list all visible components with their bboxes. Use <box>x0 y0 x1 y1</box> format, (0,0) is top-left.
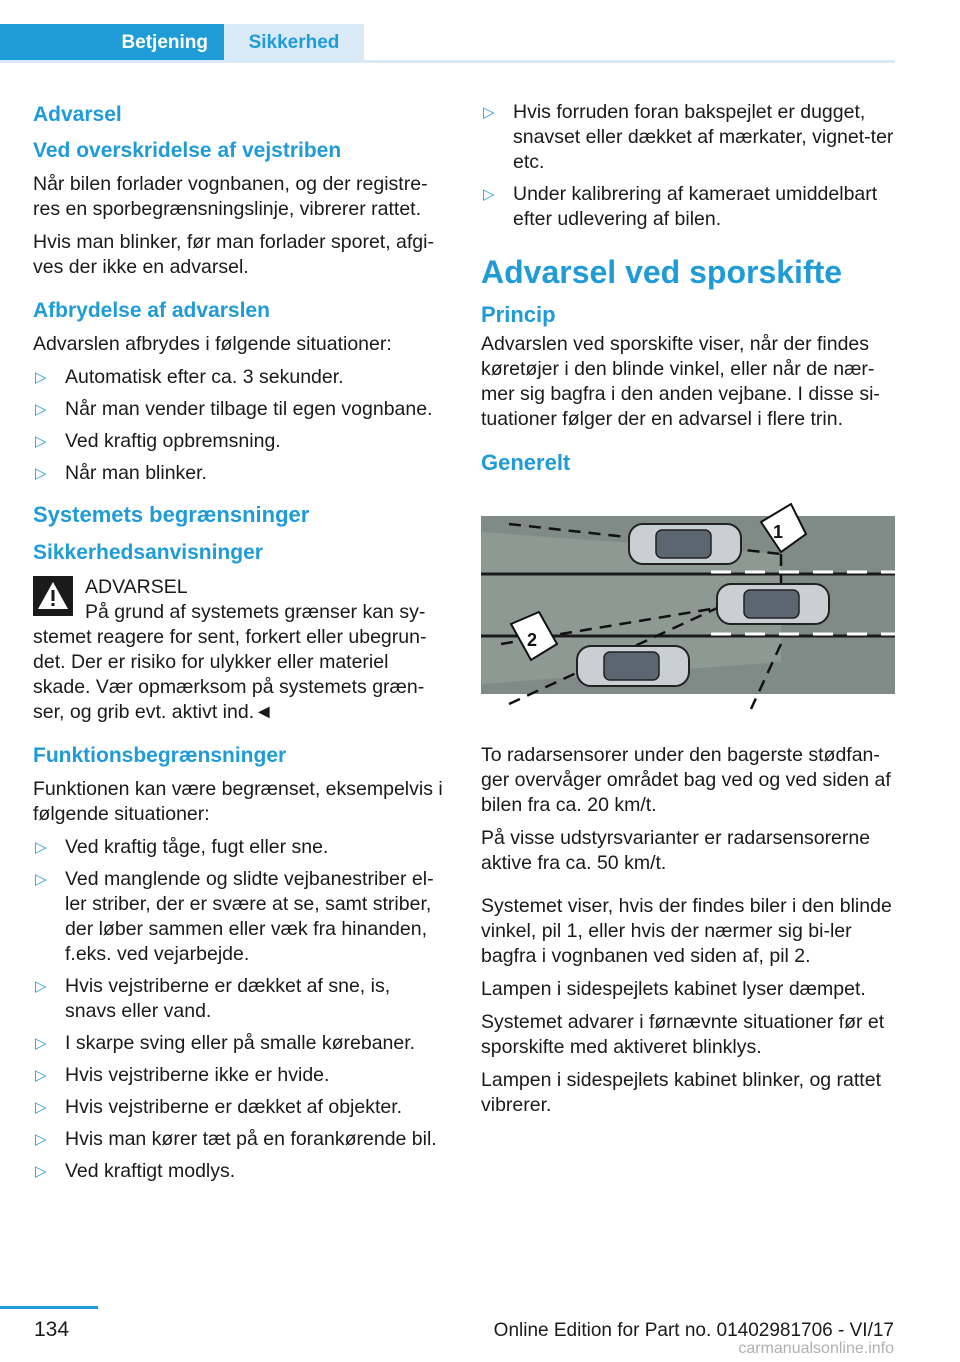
list-afbrydelse <box>33 365 445 486</box>
list-item-text: Ved manglende og slidte vejbanestriber el-ler striber, der er svære at se, samt striber, der løber sammen eller væk fra hinanden, f.eks. ved vejarbejde. <box>65 868 434 965</box>
list-item <box>33 1127 445 1152</box>
triangle-bullet-icon: ▷ <box>483 104 495 121</box>
paragraph-radar-1: To radarsensorer under den bagerste stødfan-ger overvåger området bag ved og ved siden af bilen fra ca. 20 km/t. <box>481 744 891 816</box>
header-tabs <box>0 24 895 62</box>
paragraph-system-3: Systemet advarer i førnævnte situationer før et sporskifte med aktiveret blinklys. <box>481 1011 885 1058</box>
heading-systemets: Systemets begrænsninger <box>33 502 310 527</box>
list-item-text: Ved kraftig opbremsning. <box>65 430 281 452</box>
paragraph-overskridelse-1: Når bilen forlader vognbanen, og der registre-res en sporbegrænsningslinje, vibrerer rattet. <box>33 173 428 220</box>
heading-advarsel: Advarsel <box>33 103 122 126</box>
watermark: carmanualsonline.info <box>738 1340 894 1357</box>
list-item-text: Under kalibrering af kameraet umiddelbart efter udlevering af bilen. <box>513 183 878 230</box>
list-item <box>481 182 895 232</box>
car-top <box>629 524 741 564</box>
tab-sikkerhed[interactable]: Sikkerhed <box>224 24 364 60</box>
tab-betjening[interactable]: Betjening <box>0 24 224 60</box>
triangle-bullet-icon: ▷ <box>35 433 47 450</box>
heading-princip: Princip <box>481 302 556 327</box>
edition-footer: Online Edition for Part no. 01402981706 - VI/17 <box>493 1320 894 1341</box>
triangle-bullet-icon: ▷ <box>35 1131 47 1148</box>
triangle-bullet-icon: ▷ <box>35 369 47 386</box>
triangle-bullet-icon: ▷ <box>35 401 47 418</box>
list-item <box>33 365 445 390</box>
page-number-bar <box>0 1306 98 1309</box>
list-item-text: Hvis man kører tæt på en forankørende bil. <box>65 1128 437 1150</box>
heading-afbrydelse: Afbrydelse af advarslen <box>33 299 270 322</box>
heading-generelt: Generelt <box>481 450 571 475</box>
heading-sikkerhed: Sikkerhedsanvisninger <box>33 541 263 564</box>
triangle-bullet-icon: ▷ <box>35 978 47 995</box>
heading-sporskifte: Advarsel ved sporskifte <box>481 254 843 290</box>
list-item <box>33 1031 445 1056</box>
warning-text: På grund af systemets grænser kan sy-stemet reagere for sent, forkert eller ubegrun-det. Der er risiko for ulykker eller materiel skade. Vær opmærksom på systemets græn-ser, og grib evt. aktivt ind.◄ <box>33 601 427 723</box>
list-continued <box>481 100 895 232</box>
header-divider <box>0 60 895 63</box>
car-bottom <box>577 646 689 686</box>
list-item <box>33 461 445 486</box>
triangle-bullet-icon: ▷ <box>35 465 47 482</box>
page-number: 134 <box>34 1318 70 1341</box>
list-item <box>481 100 895 175</box>
list-item-text: Når man vender tilbage til egen vognbane. <box>65 398 433 420</box>
paragraph-princip: Advarslen ved sporskifte viser, når der findes køretøjer i den blinde vinkel, eller når de nær-mer sig bagfra i den anden vejbane. I disse si-tuationer følger der en advarsel i flere trin. <box>481 333 880 430</box>
list-item <box>33 835 445 860</box>
list-item-text: Hvis vejstriberne er dækket af objekter. <box>65 1096 403 1118</box>
left-column <box>33 100 445 1198</box>
paragraph-radar-2: På visse udstyrsvarianter er radarsensorerne aktive fra ca. 50 km/t. <box>481 827 871 874</box>
warning-triangle-icon <box>33 576 73 616</box>
heading-funktion: Funktionsbegrænsninger <box>33 744 287 767</box>
triangle-bullet-icon: ▷ <box>35 1067 47 1084</box>
list-item-text: I skarpe sving eller på smalle kørebaner. <box>65 1032 416 1054</box>
triangle-bullet-icon: ▷ <box>35 1163 47 1180</box>
list-item <box>33 1095 445 1120</box>
paragraph-overskridelse-2: Hvis man blinker, før man forlader sporet, afgi-ves der ikke en advarsel. <box>33 231 434 278</box>
triangle-bullet-icon: ▷ <box>35 839 47 856</box>
list-item <box>33 1159 445 1184</box>
triangle-bullet-icon: ▷ <box>483 186 495 203</box>
list-item <box>33 974 445 1024</box>
paragraph-system-2: Lampen i sidespejlets kabinet lyser dæmpet. <box>481 978 866 1000</box>
list-item-text: Hvis vejstriberne ikke er hvide. <box>65 1064 330 1086</box>
lane-change-diagram <box>481 494 895 716</box>
arrow-1-label: 1 <box>773 522 784 542</box>
triangle-bullet-icon: ▷ <box>35 871 47 888</box>
car-middle <box>717 584 829 624</box>
list-item <box>33 429 445 454</box>
warning-box <box>33 574 445 725</box>
list-item <box>33 397 445 422</box>
list-item-text: Hvis vejstriberne er dækket af sne, is, snavs eller vand. <box>65 975 391 1022</box>
paragraph-funktion: Funktionen kan være begrænset, eksempelvis i følgende situationer: <box>33 778 443 825</box>
paragraph-system-4: Lampen i sidespejlets kabinet blinker, og rattet vibrerer. <box>481 1069 881 1116</box>
warning-title: ADVARSEL <box>85 576 188 598</box>
list-funktion <box>33 835 445 1184</box>
list-item <box>33 867 445 967</box>
triangle-bullet-icon: ▷ <box>35 1035 47 1052</box>
heading-overskridelse-text: Ved overskridelse af vejstriben <box>33 139 342 162</box>
list-item-text: Hvis forruden foran bakspejlet er dugget, snavset eller dækket af mærkater, vignet-ter etc. <box>513 101 894 173</box>
arrow-2-label: 2 <box>527 630 538 650</box>
list-item-text: Automatisk efter ca. 3 sekunder. <box>65 366 344 388</box>
heading-overskridelse <box>33 136 445 166</box>
list-item-text: Når man blinker. <box>65 462 207 484</box>
triangle-bullet-icon: ▷ <box>35 1099 47 1116</box>
list-item-text: Ved kraftigt modlys. <box>65 1160 236 1182</box>
list-item <box>33 1063 445 1088</box>
right-column <box>481 100 895 1126</box>
paragraph-system-1: Systemet viser, hvis der findes biler i den blinde vinkel, pil 1, eller hvis der nærmer sig bi-ler bagfra i vognbanen ved siden af, pil 2. <box>481 895 892 967</box>
paragraph-afbrydelse: Advarslen afbrydes i følgende situationer: <box>33 333 392 355</box>
list-item-text: Ved kraftig tåge, fugt eller sne. <box>65 836 329 858</box>
